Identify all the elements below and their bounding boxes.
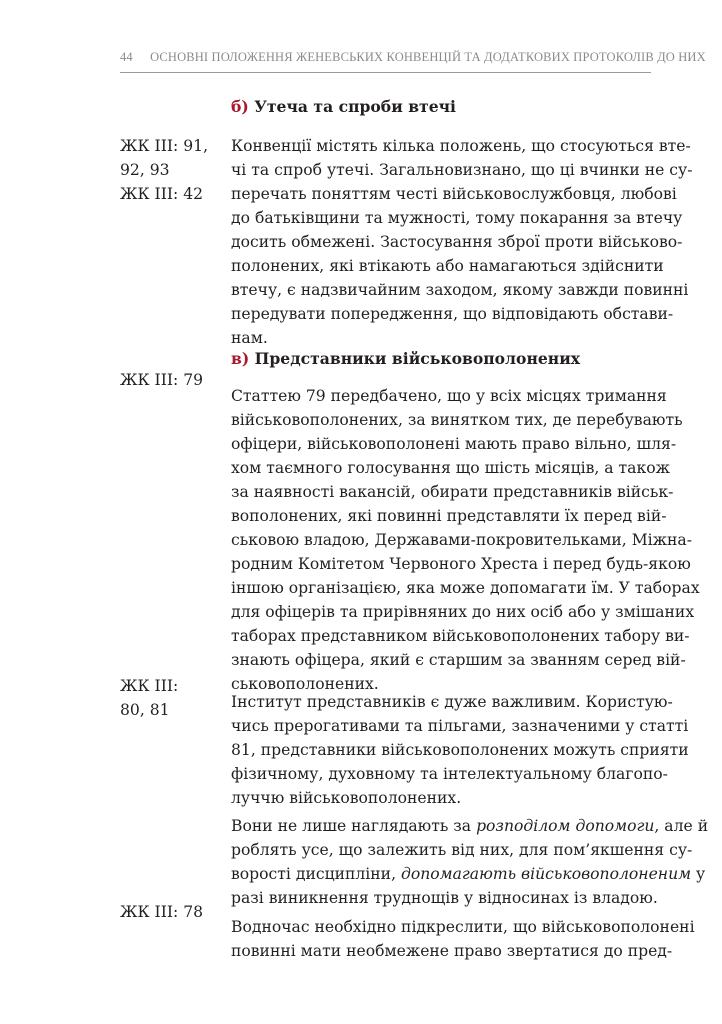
margin-ref-line: ЖК ІІІ: 42 xyxy=(120,185,204,203)
text-line xyxy=(231,862,706,886)
text-line: фізичному, духовному та інтелектуальному благопо- xyxy=(231,765,668,783)
margin-ref-b xyxy=(120,134,208,206)
paragraph-institute xyxy=(231,690,689,810)
margin-ref-institute xyxy=(120,674,178,722)
text-line: Конвенції містять кілька положень, що стосуються вте- xyxy=(231,137,691,155)
running-title: ОСНОВНІ ПОЛОЖЕННЯ ЖЕНЕВСЬКИХ КОНВЕНЦІЙ ТА ДОДАТКОВИХ ПРОТОКОЛІВ ДО НИХ xyxy=(150,50,706,64)
paragraph-representatives xyxy=(231,384,700,696)
text-run: , але й xyxy=(654,817,709,835)
margin-ref-line: 80, 81 xyxy=(120,701,170,719)
text-line: разі виникнення труднощів у відносинах із владою. xyxy=(231,889,658,907)
margin-ref-line: ЖК ІІІ: 91, xyxy=(120,137,209,155)
section-letter-v: в) xyxy=(231,349,250,368)
margin-ref-line: 92, 93 xyxy=(120,161,170,179)
text-line: Статтею 79 передбачено, що у всіх місцях тримання xyxy=(231,387,667,405)
section-title-v: Представники військовополонених xyxy=(254,349,581,368)
text-line: вополонених, які повинні представляти їх перед вій- xyxy=(231,507,667,525)
text-run: Вони не лише наглядають за xyxy=(231,817,477,835)
paragraph-escape xyxy=(231,134,693,350)
text-line: нам. xyxy=(231,329,268,347)
text-line: втечу, є надзвичайним заходом, якому завжди повинні xyxy=(231,281,689,299)
text-line: за наявності вакансій, обирати представників військ- xyxy=(231,483,674,501)
margin-ref-however xyxy=(120,900,203,924)
section-heading-v xyxy=(231,348,580,370)
section-heading-b xyxy=(231,96,456,118)
text-line: полонених, які втікають або намагаються здійснити xyxy=(231,257,664,275)
text-run: у xyxy=(691,865,706,883)
text-line: іншою організацією, яка може допомагати їм. У таборах xyxy=(231,579,700,597)
text-line: до батьківщини та мужності, тому покарання за втечу xyxy=(231,209,683,227)
text-line: перечать поняттям честі військовослужбовця, любові xyxy=(231,185,677,203)
text-line: досить обмежені. Застосування зброї проти військово- xyxy=(231,233,683,251)
text-line: луччю військовополонених. xyxy=(231,789,462,807)
margin-ref-v xyxy=(120,368,203,392)
text-line: роблять усе, що залежить від них, для пом’якшення су- xyxy=(231,841,693,859)
text-line: повинні мати необмежене право звертатися до пред- xyxy=(231,942,673,960)
text-line: офіцери, військовополонені мають право вільно, шля- xyxy=(231,435,677,453)
text-line: чись прерогативами та пільгами, зазначеними у статті xyxy=(231,717,689,735)
text-line: знають офіцера, який є старшим за званням серед вій- xyxy=(231,651,686,669)
paragraph-however xyxy=(231,915,695,963)
text-line xyxy=(231,814,709,838)
margin-ref-line: ЖК ІІІ: 78 xyxy=(120,903,204,921)
section-letter-b: б) xyxy=(231,97,249,116)
italic-term: допомагають військовополоненим xyxy=(400,865,692,883)
text-line: 81, представники військовополонених можуть сприяти xyxy=(231,741,689,759)
margin-ref-line: ЖК ІІІ: 79 xyxy=(120,371,204,389)
text-line: Водночас необхідно підкреслити, що військовополонені xyxy=(231,918,695,936)
italic-term: розподілом допомоги xyxy=(476,817,655,835)
margin-ref-line: ЖК ІІІ: xyxy=(120,677,179,695)
section-title-b: Утеча та спроби втечі xyxy=(254,97,456,116)
text-line: ськовою владою, Державами-покровительками, Міжна- xyxy=(231,531,692,549)
header-rule xyxy=(120,72,651,73)
text-line: передувати попередження, що відповідають обстави- xyxy=(231,305,674,323)
text-line: Інститут представників є дуже важливим. Користую- xyxy=(231,693,673,711)
text-line: для офіцерів та прирівняних до них осіб або у змішаних xyxy=(231,603,695,621)
page-number: 44 xyxy=(120,50,133,64)
text-run: ворості дисципліни, xyxy=(231,865,401,883)
paragraph-oversee xyxy=(231,814,709,910)
text-line: чі та спроб утечі. Загальновизнано, що ці вчинки не су- xyxy=(231,161,693,179)
text-line: ськовополонених. xyxy=(231,675,379,693)
text-line: родним Комітетом Червоного Хреста і перед будь-якою xyxy=(231,555,691,573)
text-line: військовополонених, за винятком тих, де перебувають xyxy=(231,411,683,429)
text-line: хом таємного голосування що шість місяців, а також xyxy=(231,459,670,477)
text-line: таборах представником військовополонених табору ви- xyxy=(231,627,690,645)
running-header xyxy=(120,50,706,65)
